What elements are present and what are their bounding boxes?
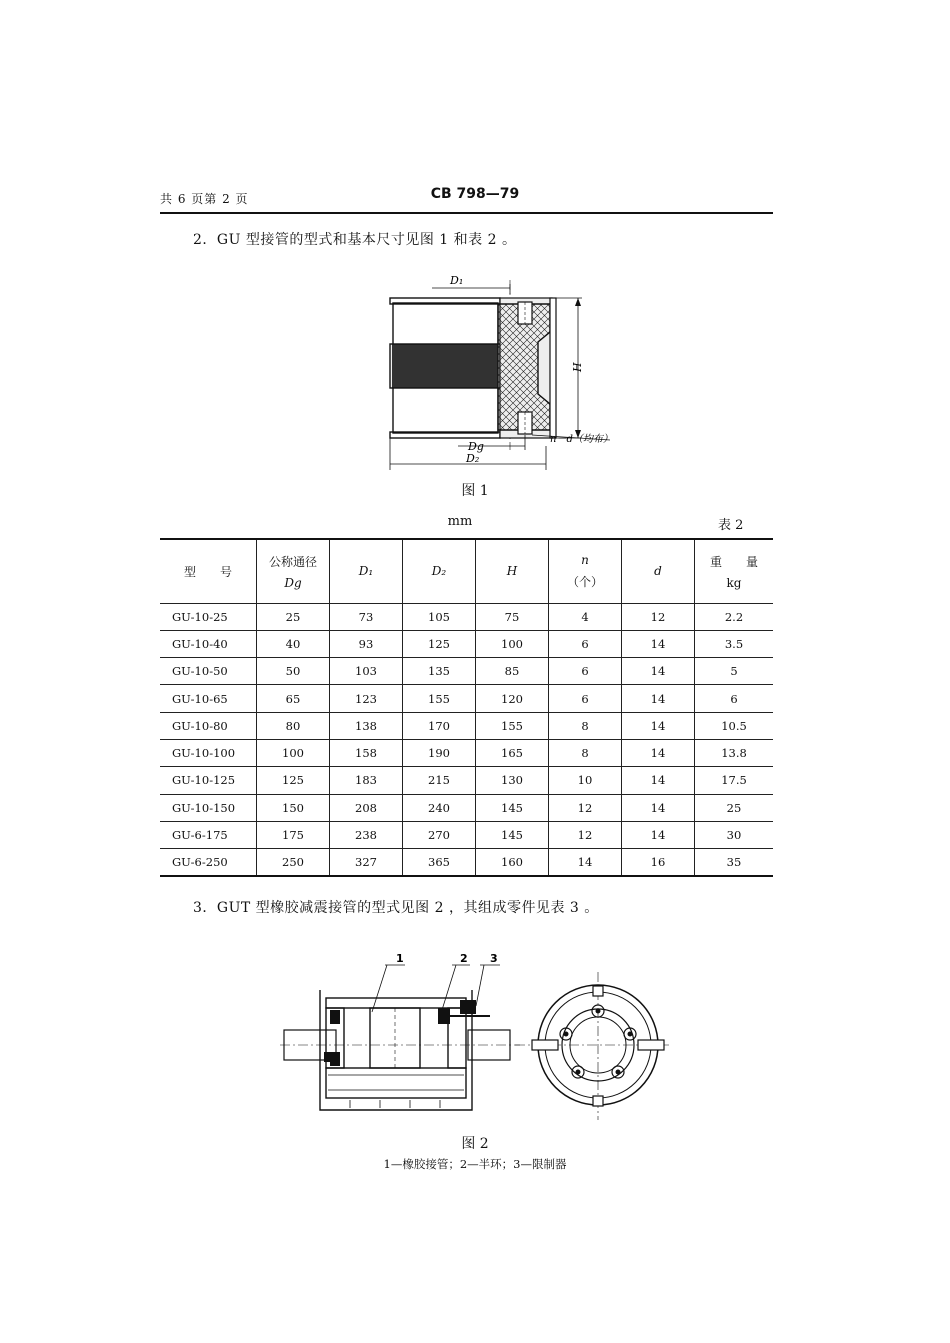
cell-d1: 208 — [330, 794, 403, 821]
cell-dg: 175 — [257, 821, 330, 848]
cell-h: 145 — [476, 794, 549, 821]
cell-d1: 93 — [330, 630, 403, 657]
col-weight — [695, 539, 774, 603]
cell-dg: 25 — [257, 603, 330, 630]
col-d1: D₁ — [330, 539, 403, 603]
table-row — [160, 821, 773, 848]
cell-n: 6 — [549, 658, 622, 685]
col-n-symbol: n — [581, 552, 589, 567]
cell-dg: 50 — [257, 658, 330, 685]
cell-d: 14 — [622, 658, 695, 685]
fig1-label-nd: n－d（均布） — [550, 434, 613, 445]
cell-d2: 190 — [403, 739, 476, 766]
fig1-label-d1: D₁ — [450, 274, 464, 287]
cell-h: 85 — [476, 658, 549, 685]
cell-model: GU-10-150 — [160, 794, 257, 821]
cell-n: 6 — [549, 630, 622, 657]
cell-h: 165 — [476, 739, 549, 766]
cell-n: 10 — [549, 767, 622, 794]
cell-d1: 73 — [330, 603, 403, 630]
spec-table — [160, 538, 773, 877]
cell-n: 14 — [549, 849, 622, 876]
cell-d: 14 — [622, 821, 695, 848]
cell-n: 8 — [549, 739, 622, 766]
table-row — [160, 712, 773, 739]
cell-d2: 155 — [403, 685, 476, 712]
cell-d1: 158 — [330, 739, 403, 766]
fig1-label-d2: D₂ — [466, 452, 480, 465]
figure-2-drawing — [280, 950, 670, 1125]
cell-model: GU-10-80 — [160, 712, 257, 739]
table-row — [160, 630, 773, 657]
cell-d2: 125 — [403, 630, 476, 657]
cell-d1: 327 — [330, 849, 403, 876]
cell-h: 160 — [476, 849, 549, 876]
cell-weight: 3.5 — [695, 630, 774, 657]
cell-weight: 10.5 — [695, 712, 774, 739]
cell-d1: 238 — [330, 821, 403, 848]
figure-2-caption: 图 2 — [461, 1136, 489, 1152]
cell-weight: 30 — [695, 821, 774, 848]
standard-code: CB 798—79 — [430, 186, 520, 202]
fig2-callout-1: 1 — [396, 952, 404, 965]
figure-1-caption: 图 1 — [461, 483, 489, 499]
cell-model: GU-6-250 — [160, 849, 257, 876]
cell-d1: 183 — [330, 767, 403, 794]
cell-dg: 250 — [257, 849, 330, 876]
cell-model: GU-10-65 — [160, 685, 257, 712]
col-d2: D₂ — [403, 539, 476, 603]
fig2-callout-3: 3 — [490, 952, 498, 965]
cell-d: 16 — [622, 849, 695, 876]
table-label: 表 2 — [718, 518, 744, 533]
cell-d2: 365 — [403, 849, 476, 876]
section-2-text: 2．GU 型接管的型式和基本尺寸见图 1 和表 2 。 — [193, 232, 517, 248]
cell-weight: 35 — [695, 849, 774, 876]
cell-h: 155 — [476, 712, 549, 739]
table-row — [160, 767, 773, 794]
table-row — [160, 658, 773, 685]
table-row — [160, 603, 773, 630]
cell-d2: 170 — [403, 712, 476, 739]
cell-h: 120 — [476, 685, 549, 712]
cell-weight: 25 — [695, 794, 774, 821]
table-header-row — [160, 539, 773, 603]
cell-n: 8 — [549, 712, 622, 739]
col-weight-title: 重 量 — [709, 554, 758, 569]
cell-dg: 65 — [257, 685, 330, 712]
cell-d: 14 — [622, 739, 695, 766]
col-h: H — [476, 539, 549, 603]
cell-weight: 17.5 — [695, 767, 774, 794]
col-dg-symbol: Dg — [284, 575, 302, 590]
col-model: 型 号 — [160, 539, 257, 603]
cell-d1: 103 — [330, 658, 403, 685]
table-row — [160, 739, 773, 766]
cell-dg: 80 — [257, 712, 330, 739]
header-rule — [160, 212, 773, 214]
cell-h: 145 — [476, 821, 549, 848]
cell-model: GU-6-175 — [160, 821, 257, 848]
cell-d2: 240 — [403, 794, 476, 821]
cell-d: 14 — [622, 767, 695, 794]
cell-weight: 2.2 — [695, 603, 774, 630]
cell-d: 14 — [622, 630, 695, 657]
cell-n: 12 — [549, 794, 622, 821]
figure-2-legend: 1—橡胶接管；2—半环；3—限制器 — [383, 1157, 567, 1171]
cell-h: 75 — [476, 603, 549, 630]
cell-dg: 100 — [257, 739, 330, 766]
cell-h: 100 — [476, 630, 549, 657]
table-row — [160, 849, 773, 876]
cell-model: GU-10-50 — [160, 658, 257, 685]
col-n-unit: （个） — [566, 574, 603, 589]
fig2-callout-2: 2 — [460, 952, 468, 965]
cell-model: GU-10-100 — [160, 739, 257, 766]
table-unit: mm — [447, 514, 473, 529]
section-3-text: 3．GUT 型橡胶减震接管的型式见图 2 ，其组成零件见表 3 。 — [193, 900, 599, 916]
fig1-label-h: H — [571, 362, 584, 372]
cell-dg: 40 — [257, 630, 330, 657]
cell-weight: 13.8 — [695, 739, 774, 766]
cell-n: 6 — [549, 685, 622, 712]
cell-d1: 138 — [330, 712, 403, 739]
col-dg — [257, 539, 330, 603]
cell-weight: 5 — [695, 658, 774, 685]
page-info: 共 6 页第 2 页 — [160, 192, 249, 206]
cell-d: 14 — [622, 794, 695, 821]
cell-dg: 150 — [257, 794, 330, 821]
cell-n: 12 — [549, 821, 622, 848]
figure-1-drawing — [380, 270, 640, 475]
table-row — [160, 685, 773, 712]
col-dg-title: 公称通径 — [268, 554, 317, 569]
table-row — [160, 794, 773, 821]
cell-n: 4 — [549, 603, 622, 630]
cell-weight: 6 — [695, 685, 774, 712]
cell-model: GU-10-40 — [160, 630, 257, 657]
cell-model: GU-10-125 — [160, 767, 257, 794]
cell-d: 14 — [622, 712, 695, 739]
cell-d2: 270 — [403, 821, 476, 848]
cell-d: 14 — [622, 685, 695, 712]
col-n — [549, 539, 622, 603]
cell-d2: 135 — [403, 658, 476, 685]
cell-model: GU-10-25 — [160, 603, 257, 630]
cell-d2: 105 — [403, 603, 476, 630]
fig1-label-dg: Dg — [468, 440, 484, 453]
cell-dg: 125 — [257, 767, 330, 794]
cell-d2: 215 — [403, 767, 476, 794]
cell-d: 12 — [622, 603, 695, 630]
col-weight-unit: kg — [726, 575, 742, 590]
col-d: d — [622, 539, 695, 603]
cell-d1: 123 — [330, 685, 403, 712]
cell-h: 130 — [476, 767, 549, 794]
